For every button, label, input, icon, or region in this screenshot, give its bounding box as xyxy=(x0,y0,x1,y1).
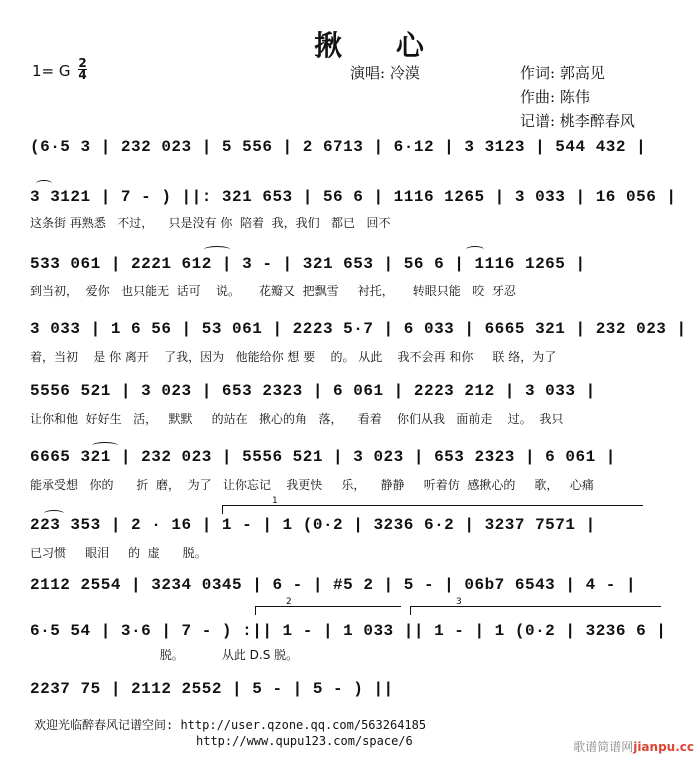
volta-bracket-2 xyxy=(255,606,401,615)
time-signature-bottom: 4 xyxy=(78,68,87,82)
score-line-6-lyrics: 能承受想 你的 折 磨， 为了 让你忘记 我更快 乐， 静静 听着仿 感揪心的 歌， 心痛 xyxy=(30,478,594,492)
score-line-8-notes: 2112 2554 | 3234 0345 | 6 - | #5 2 | 5 - | 06b7 6543 | 4 - | xyxy=(30,576,637,594)
slur-mark xyxy=(466,246,484,253)
score-line-9-lyrics: 脱。 从此 D.S 脱。 xyxy=(30,648,299,662)
watermark-domain: jianpu.cc xyxy=(633,740,694,754)
watermark-prefix: 歌谱简谱网 xyxy=(573,740,634,754)
volta-bracket-1 xyxy=(222,505,643,514)
volta-bracket-3 xyxy=(410,606,661,615)
score-line-6-notes: 6665 321 | 232 023 | 5556 521 | 3 023 | 653 2323 | 6 061 | xyxy=(30,448,616,466)
score-line-10-notes: 2237 75 | 2112 2552 | 5 - | 5 - ) || xyxy=(30,680,394,698)
score-line-5-lyrics: 让你和他 好好生 活， 默默 的站在 揪心的角 落， 看着 你们从我 面前走 过。 我只 xyxy=(30,412,564,426)
volta-label-3: 3 xyxy=(456,597,462,607)
lyricist-credit: 作词: 郭高见 xyxy=(520,64,605,82)
singer-credit: 演唱: 冷漠 xyxy=(350,64,420,82)
time-signature-top: 2 xyxy=(78,56,87,70)
site-watermark xyxy=(573,738,694,755)
footer-line-1: 欢迎光临醉春风记谱空间: http://user.qzone.qq.com/563264185 xyxy=(34,718,427,732)
key-signature: 1= G xyxy=(32,62,71,80)
score-line-4-notes: 3 033 | 1 6 56 | 53 061 | 2223 5·7 | 6 033 | 6665 321 | 232 023 | xyxy=(30,320,687,338)
score-line-3-lyrics: 到当初， 爱你 也只能无 话可 说。 花瓣又 把飘雪 衬托， 转眼只能 咬 牙忍 xyxy=(30,284,516,298)
score-line-3-notes: 533 061 | 2221 612 | 3 - | 321 653 | 56 6 | 1116 1265 | xyxy=(30,255,586,273)
slur-mark xyxy=(36,180,52,187)
score-line-5-notes: 5556 521 | 3 023 | 653 2323 | 6 061 | 2223 212 | 3 033 | xyxy=(30,382,596,400)
score-line-2-notes: 3 3121 | 7 - ) ||: 321 653 | 56 6 | 1116 1265 | 3 033 | 16 056 | xyxy=(30,188,677,206)
score-line-4-lyrics: 着，当初 是 你 离开 了我，因为 他能给你 想 要 的。 从此 我不会再 和你 联 络，为了 xyxy=(30,350,557,364)
song-title: 揪 心 xyxy=(314,29,446,62)
composer-credit: 作曲: 陈伟 xyxy=(520,88,590,106)
score-line-7-lyrics: 已习惯 眼泪 的 虚 脱。 xyxy=(30,546,207,560)
time-signature xyxy=(78,58,87,81)
score-line-1-notes: (6·5 3 | 232 023 | 5 556 | 2 6713 | 6·12 | 3 3123 | 544 432 | xyxy=(30,138,647,156)
score-line-9-notes: 6·5 54 | 3·6 | 7 - ) :|| 1 - | 1 033 || 1 - | 1 (0·2 | 3236 6 | xyxy=(30,622,667,640)
volta-label-2: 2 xyxy=(286,597,292,607)
score-line-2-lyrics: 这条街 再熟悉 不过， 只是没有 你 陪着 我，我们 都已 回不 xyxy=(30,216,391,230)
slur-mark xyxy=(204,246,230,253)
slur-mark xyxy=(92,442,118,449)
footer-line-2: http://www.qupu123.com/space/6 xyxy=(196,734,413,748)
transcriber-credit: 记谱: 桃李醉春风 xyxy=(520,112,635,130)
slur-mark xyxy=(44,510,64,517)
volta-label-1: 1 xyxy=(272,496,278,506)
score-line-7-notes: 223 353 | 2 · 16 | 1 - | 1 (0·2 | 3236 6·2 | 3237 7571 | xyxy=(30,516,596,534)
